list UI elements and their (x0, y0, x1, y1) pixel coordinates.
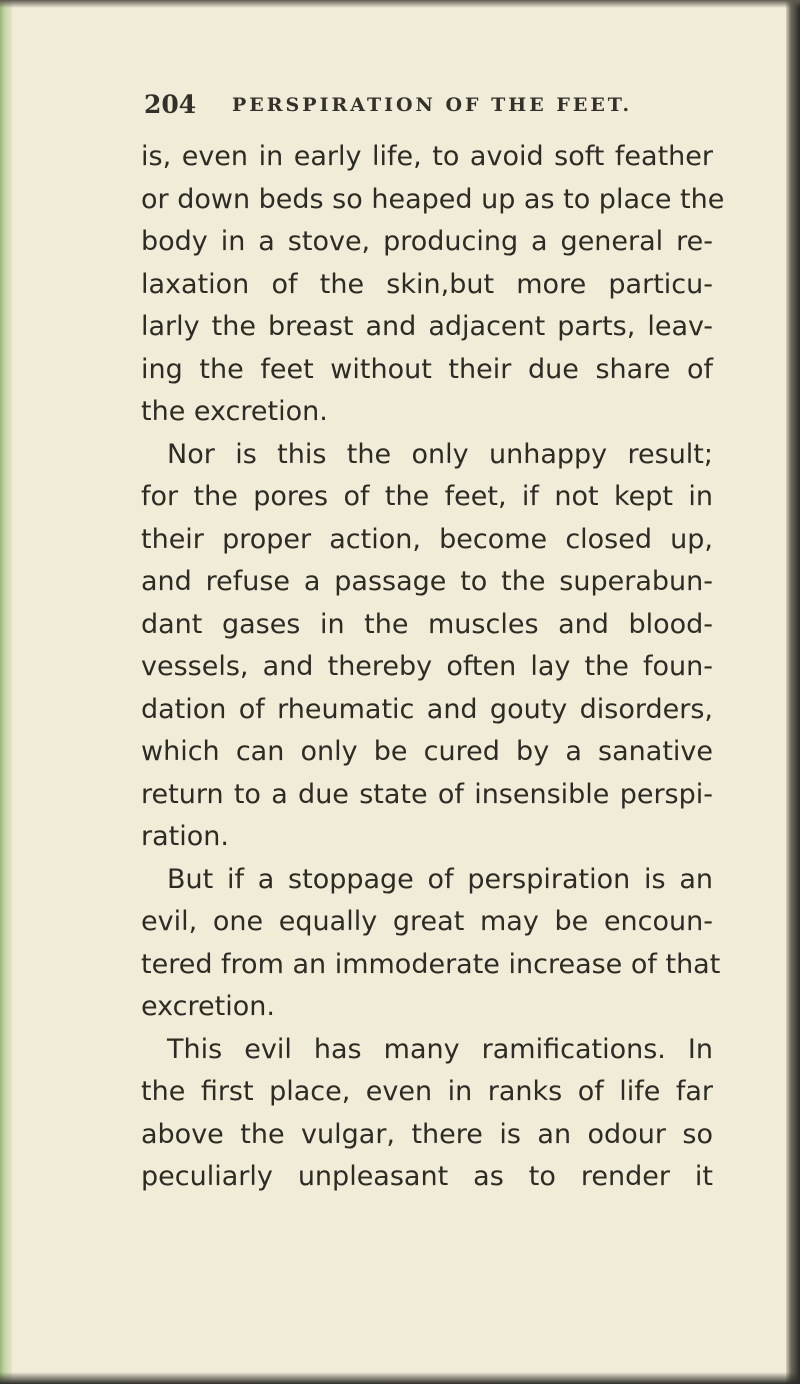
body-text (141, 136, 725, 1199)
text-line: above the vulgar, there is an odour so (141, 1118, 713, 1150)
text-line: ration. (141, 821, 229, 852)
text-line: the excretion. (141, 396, 328, 427)
text-line: excretion. (141, 991, 275, 1022)
text-line: peculiarly unpleasant as to render it (141, 1161, 713, 1192)
left-page-edge (0, 0, 12, 1384)
text-line: vessels, and thereby often lay the foun- (141, 651, 713, 682)
text-line: Nor is this the only unhappy result; (167, 438, 713, 470)
text-line: dation of rheumatic and gouty disorders, (141, 693, 713, 725)
page-header (144, 90, 704, 126)
bottom-edge-shadow (0, 1372, 800, 1384)
text-line: body in a stove, producing a general re- (141, 226, 713, 257)
text-line: the first place, even in ranks of life far (141, 1076, 713, 1107)
text-line: But if a stoppage of perspiration is an (167, 863, 713, 895)
text-line: ing the feet without their due share of (141, 353, 713, 385)
text-line: which can only be cured by a sanative (141, 736, 713, 767)
text-line: evil, one equally great may be encoun- (141, 906, 713, 937)
text-line: dant gases in the muscles and blood- (141, 608, 713, 640)
running-head: PERSPIRATION OF THE FEET. (232, 94, 633, 116)
text-line: laxation of the skin,but more particu- (141, 268, 713, 300)
right-page-edge (786, 0, 800, 1384)
text-line: tered from an immoderate increase of that (141, 948, 721, 980)
page-number: 204 (144, 90, 197, 119)
text-line: and refuse a passage to the superabun- (141, 566, 713, 597)
text-line: is, even in early life, to avoid soft feather (141, 141, 713, 172)
text-line: larly the breast and adjacent parts, leav- (141, 311, 713, 342)
text-line: for the pores of the feet, if not kept in (141, 481, 713, 512)
text-line: or down beds so heaped up as to place the (141, 183, 725, 215)
text-line: return to a due state of insensible perspi- (141, 778, 713, 810)
text-line: their proper action, become closed up, (141, 523, 713, 555)
top-edge-shadow (0, 0, 800, 8)
text-line: This evil has many ramifications. In (167, 1033, 713, 1065)
